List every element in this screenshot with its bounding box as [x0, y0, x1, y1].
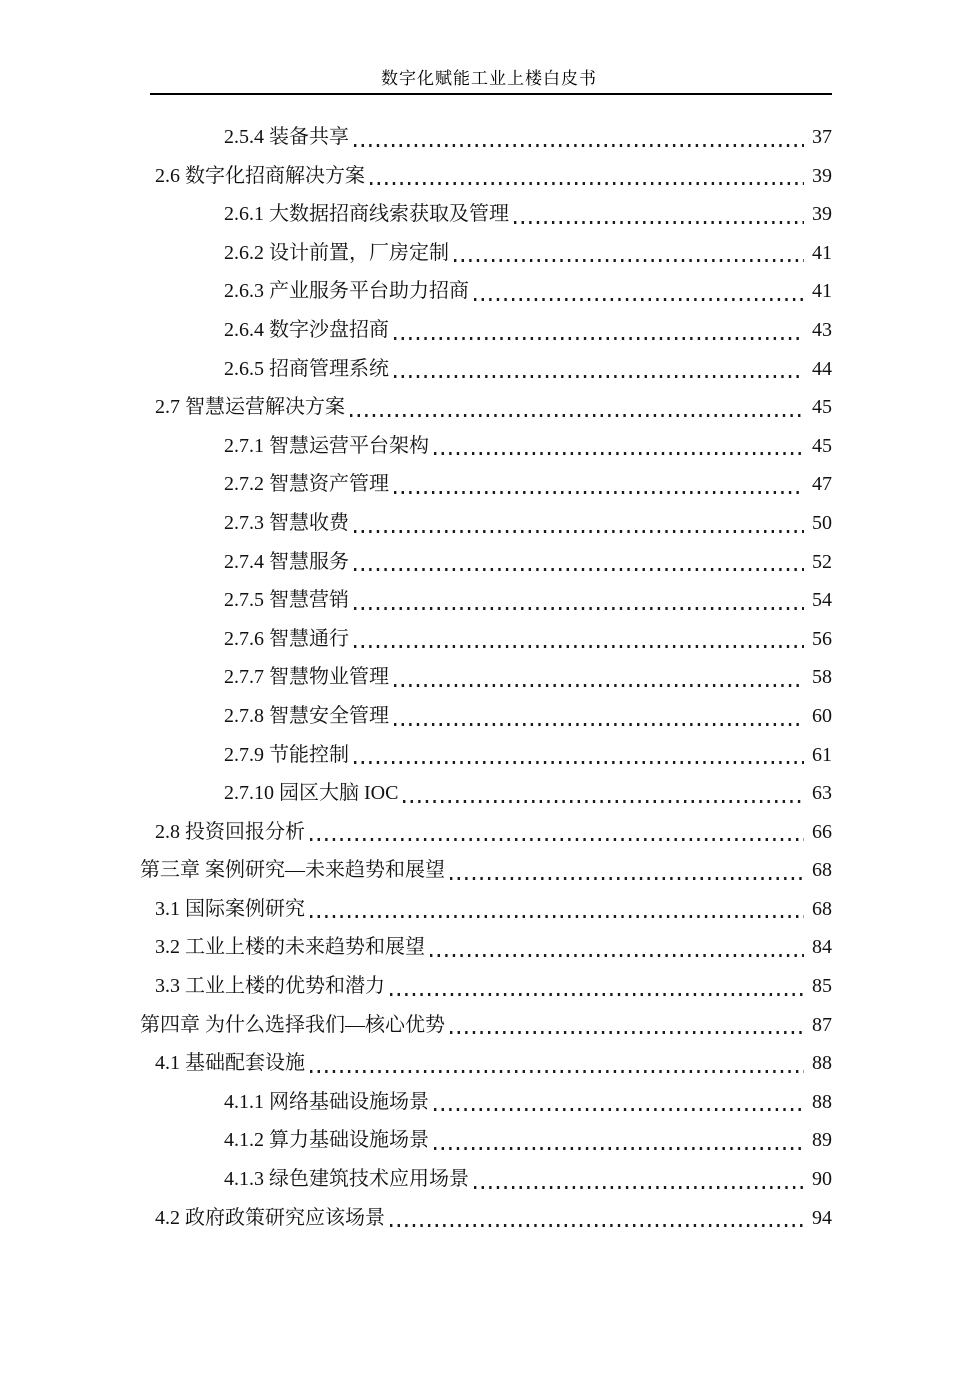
- toc-entry[interactable]: [140, 1083, 832, 1122]
- toc-entry[interactable]: [140, 118, 832, 157]
- toc-entry[interactable]: [140, 311, 832, 350]
- toc-entry[interactable]: [140, 234, 832, 273]
- toc-entry-title: 3.3 工业上楼的优势和潜力: [155, 975, 385, 998]
- toc-entry-title: 2.6.3 产业服务平台助力招商: [224, 280, 469, 303]
- toc-entry[interactable]: [140, 388, 832, 427]
- toc-entry[interactable]: [140, 1160, 832, 1199]
- toc-entry-title: 2.8 投资回报分析: [155, 820, 305, 843]
- toc-entry-title: 第三章 案例研究—未来趋势和展望: [140, 859, 445, 882]
- toc-entry[interactable]: [140, 697, 832, 736]
- toc-entry[interactable]: [140, 620, 832, 659]
- toc-leader-dots: [305, 1044, 812, 1083]
- toc-leader-dots: [349, 543, 812, 582]
- toc-page-number: 44: [812, 357, 832, 380]
- toc-entry-title: 2.7.6 智慧通行: [224, 627, 349, 650]
- toc-entry-title: 4.1.3 绿色建筑技术应用场景: [224, 1168, 469, 1191]
- toc-entry[interactable]: [140, 813, 832, 852]
- toc-leader-dots: [469, 1160, 812, 1199]
- toc-entry-title: 2.6.4 数字沙盘招商: [224, 318, 389, 341]
- toc-entry-title: 2.6.2 设计前置，厂房定制: [224, 241, 449, 264]
- toc-entry-title: 2.7.3 智慧收费: [224, 511, 349, 534]
- toc-page-number: 45: [812, 434, 832, 457]
- toc-page-number: 66: [812, 820, 832, 843]
- toc-entry[interactable]: [140, 890, 832, 929]
- toc-page-number: 37: [812, 126, 832, 148]
- toc-entry[interactable]: [140, 543, 832, 582]
- toc-page-number: 43: [812, 318, 832, 341]
- header-rule: [150, 93, 832, 95]
- toc-entry[interactable]: [140, 1044, 832, 1083]
- toc-entry-title: 第四章 为什么选择我们—核心优势: [140, 1013, 445, 1036]
- toc-leader-dots: [349, 581, 812, 620]
- toc-entry[interactable]: [140, 272, 832, 311]
- toc-entry-title: 2.6 数字化招商解决方案: [155, 164, 365, 187]
- toc-leader-dots: [429, 427, 812, 466]
- toc-entry[interactable]: [140, 350, 832, 389]
- toc-entry-title: 2.6.5 招商管理系统: [224, 357, 389, 380]
- toc-page-number: 87: [812, 1013, 832, 1036]
- toc-leader-dots: [469, 272, 812, 311]
- toc-entry-title: 2.7.9 节能控制: [224, 743, 349, 766]
- toc-entry-title: 4.1.2 算力基础设施场景: [224, 1129, 429, 1152]
- toc-entry-title: 2.7.7 智慧物业管理: [224, 666, 389, 689]
- toc-leader-dots: [305, 890, 812, 929]
- toc-list: [140, 118, 832, 1237]
- toc-page-number: 52: [812, 550, 832, 573]
- toc-page-number: 90: [812, 1168, 832, 1191]
- toc-entry-title: 2.7.5 智慧营销: [224, 589, 349, 612]
- toc-leader-dots: [429, 1121, 812, 1160]
- toc-page-number: 68: [812, 859, 832, 882]
- toc-entry-title: 4.1 基础配套设施: [155, 1052, 305, 1075]
- toc-leader-dots: [349, 620, 812, 659]
- toc-leader-dots: [349, 118, 812, 157]
- toc-page-number: 54: [812, 589, 832, 612]
- toc-entry[interactable]: [140, 967, 832, 1006]
- toc-entry[interactable]: [140, 195, 832, 234]
- toc-page-number: 50: [812, 511, 832, 534]
- toc-page-number: 63: [812, 782, 832, 805]
- toc-leader-dots: [429, 1083, 812, 1122]
- toc-entry-title: 3.2 工业上楼的未来趋势和展望: [155, 936, 425, 959]
- toc-entry-title: 4.1.1 网络基础设施场景: [224, 1090, 429, 1113]
- toc-entry-title: 2.7.2 智慧资产管理: [224, 473, 389, 496]
- toc-page-number: 85: [812, 975, 832, 998]
- toc-leader-dots: [385, 1199, 812, 1238]
- toc-page-number: 56: [812, 627, 832, 650]
- toc-page-number: 88: [812, 1052, 832, 1075]
- toc-leader-dots: [389, 697, 812, 736]
- toc-leader-dots: [449, 234, 812, 273]
- toc-entry[interactable]: [140, 658, 832, 697]
- toc-entry[interactable]: [140, 465, 832, 504]
- toc-entry-title: 2.5.4 装备共享: [224, 126, 349, 148]
- toc-page-number: 60: [812, 704, 832, 727]
- toc-entry[interactable]: [140, 581, 832, 620]
- toc-page-number: 58: [812, 666, 832, 689]
- toc-entry[interactable]: [140, 427, 832, 466]
- toc-entry[interactable]: [140, 1199, 832, 1238]
- toc-leader-dots: [389, 350, 812, 389]
- toc-entry[interactable]: [140, 774, 832, 813]
- toc-page-number: 45: [812, 396, 832, 419]
- toc-entry-title: 4.2 政府政策研究应该场景: [155, 1206, 385, 1229]
- toc-page-number: 41: [812, 241, 832, 264]
- toc-leader-dots: [305, 813, 812, 852]
- toc-page-number: 68: [812, 897, 832, 920]
- toc-leader-dots: [509, 195, 812, 234]
- toc-page-number: 94: [812, 1206, 832, 1229]
- toc-leader-dots: [445, 1006, 812, 1045]
- toc-entry-title: 2.6.1 大数据招商线索获取及管理: [224, 203, 509, 226]
- page-header-title: 数字化赋能工业上楼白皮书: [381, 69, 597, 88]
- toc-entry[interactable]: [140, 504, 832, 543]
- toc-leader-dots: [389, 658, 812, 697]
- toc-entry-title: 2.7.8 智慧安全管理: [224, 704, 389, 727]
- toc-leader-dots: [425, 928, 812, 967]
- toc-leader-dots: [389, 465, 812, 504]
- toc-entry[interactable]: [140, 928, 832, 967]
- toc-entry-title: 2.7 智慧运营解决方案: [155, 396, 345, 419]
- toc-entry-title: 3.1 国际案例研究: [155, 897, 305, 920]
- toc-leader-dots: [349, 504, 812, 543]
- toc-leader-dots: [389, 311, 812, 350]
- toc-entry-title: 2.7.1 智慧运营平台架构: [224, 434, 429, 457]
- toc-entry[interactable]: [140, 1006, 832, 1045]
- toc-entry[interactable]: [140, 851, 832, 890]
- toc-page-number: 84: [812, 936, 832, 959]
- toc-entry-title: 2.7.10 园区大脑 IOC: [224, 782, 399, 805]
- toc-page-number: 39: [812, 164, 832, 187]
- toc-entry[interactable]: [140, 157, 832, 196]
- toc-leader-dots: [445, 851, 812, 890]
- toc-page-number: 88: [812, 1090, 832, 1113]
- toc-entry[interactable]: [140, 736, 832, 775]
- toc-page-number: 39: [812, 203, 832, 226]
- toc-leader-dots: [398, 774, 812, 813]
- toc-page-number: 89: [812, 1129, 832, 1152]
- toc-leader-dots: [365, 157, 812, 196]
- toc-entry[interactable]: [140, 1121, 832, 1160]
- toc-leader-dots: [349, 736, 812, 775]
- toc-entry-title: 2.7.4 智慧服务: [224, 550, 349, 573]
- toc-page-number: 61: [812, 743, 832, 766]
- toc-leader-dots: [385, 967, 812, 1006]
- toc-page-number: 41: [812, 280, 832, 303]
- toc-page-number: 47: [812, 473, 832, 496]
- toc-leader-dots: [345, 388, 812, 427]
